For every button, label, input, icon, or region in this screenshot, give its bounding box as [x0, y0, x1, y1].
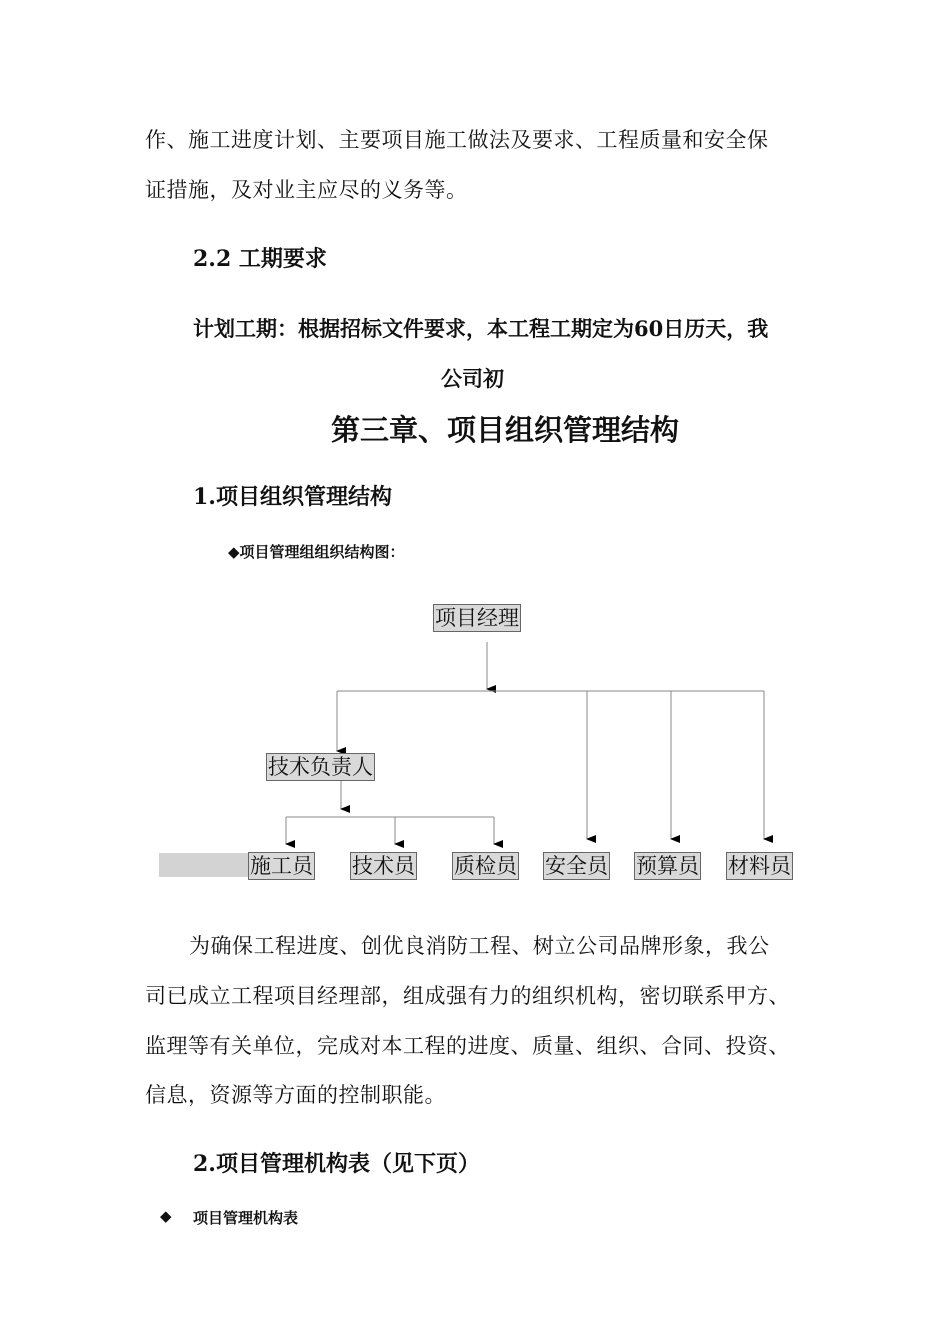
box-tech-lead: 技术负责人	[268, 755, 373, 779]
bullet-diamond-icon: ◆	[160, 1207, 172, 1225]
plan-line-2: 公司初	[441, 366, 504, 391]
section-heading-1: 1.项目组织管理结构	[193, 484, 392, 510]
box-technician: 技术员	[352, 854, 415, 878]
diagram-caption: ◆项目管理组组织结构图：	[228, 543, 405, 561]
plan-line-1: 计划工期：根据招标文件要求，本工程工期定为60日历天，我	[193, 316, 769, 341]
gray-bar	[159, 853, 251, 877]
box-material-officer: 材料员	[728, 854, 791, 878]
paragraph-line-2: 证措施，及对业主应尽的义务等。	[145, 178, 468, 202]
body-line-4: 信息，资源等方面的控制职能。	[145, 1083, 446, 1107]
box-safety-officer: 安全员	[545, 854, 608, 878]
bullet-item-text: 项目管理机构表	[193, 1209, 299, 1227]
paragraph-line-1: 作、施工进度计划、主要项目施工做法及要求、工程质量和安全保	[145, 128, 769, 152]
box-budget-officer: 预算员	[636, 854, 699, 878]
body-line-3: 监理等有关单位，完成对本工程的进度、质量、组织、合同、投资、	[145, 1034, 790, 1058]
heading-2-2: 2.2 工期要求	[193, 246, 327, 272]
body-line-2: 司已成立工程项目经理部，组成强有力的组织机构，密切联系甲方、	[145, 984, 790, 1008]
chapter-title: 第三章、项目组织管理结构	[331, 413, 680, 447]
section-heading-2: 2.项目管理机构表（见下页）	[193, 1151, 480, 1177]
box-quality-inspector: 质检员	[454, 854, 517, 878]
box-construction-staff: 施工员	[250, 854, 313, 878]
body-line-1: 为确保工程进度、创优良消防工程、树立公司品牌形象，我公	[189, 934, 770, 958]
box-project-manager: 项目经理	[435, 606, 519, 630]
